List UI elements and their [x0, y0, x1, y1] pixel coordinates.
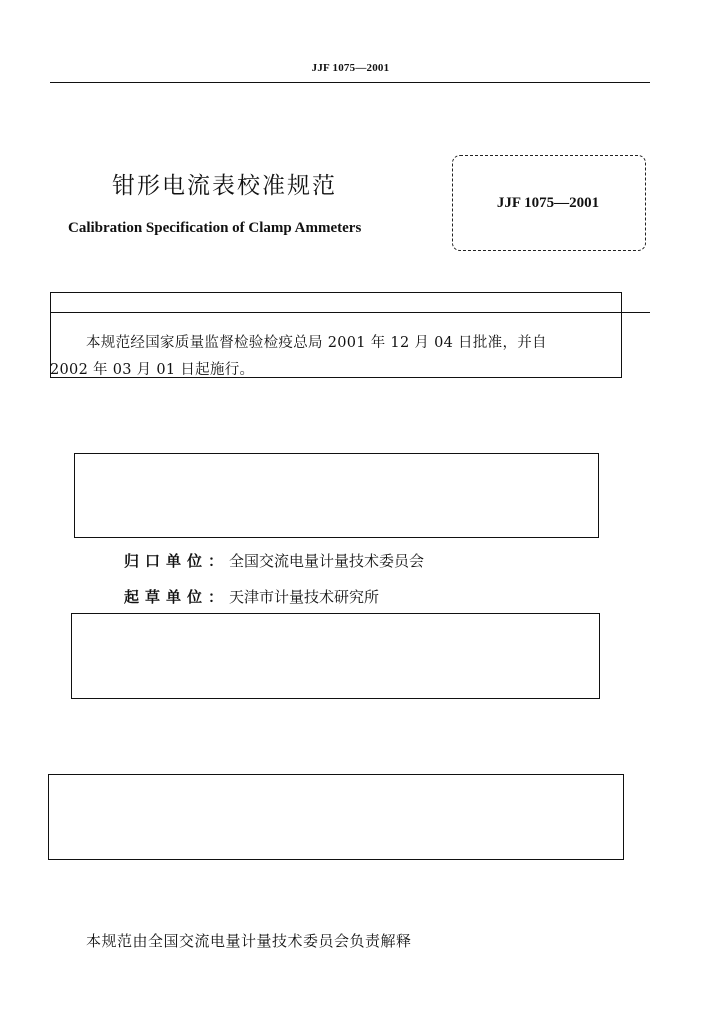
title-english: Calibration Specification of Clamp Ammeters [68, 220, 362, 236]
drafting-unit-label: 起草单位： [124, 588, 230, 606]
responsible-unit [124, 550, 424, 571]
approval-text-line1: 本规范经国家质量监督检验检疫总局 2001 年 12 月 04 日批准，并自 [86, 335, 547, 351]
interpretation-note: 本规范由全国交流电量计量技术委员会负责解释 [86, 932, 412, 950]
approval-frame-rule [50, 312, 650, 313]
header-rule [50, 82, 650, 83]
approval-text-line2: 2002 年 03 月 01 日起施行。 [50, 362, 255, 378]
title-chinese: 钳形电流表校准规范 [112, 173, 337, 199]
standard-code-text: JJF 1075—2001 [496, 195, 600, 211]
drafting-unit [124, 586, 379, 607]
blank-frame-2 [71, 613, 600, 699]
header-standard-code: JJF 1075—2001 [311, 62, 390, 74]
blank-frame-3 [48, 774, 624, 860]
responsible-unit-label: 归口单位： [124, 552, 230, 570]
drafting-unit-value: 天津市计量技术研究所 [229, 588, 380, 606]
responsible-unit-value: 全国交流电量计量技术委员会 [229, 552, 425, 570]
blank-frame-1 [74, 453, 599, 538]
